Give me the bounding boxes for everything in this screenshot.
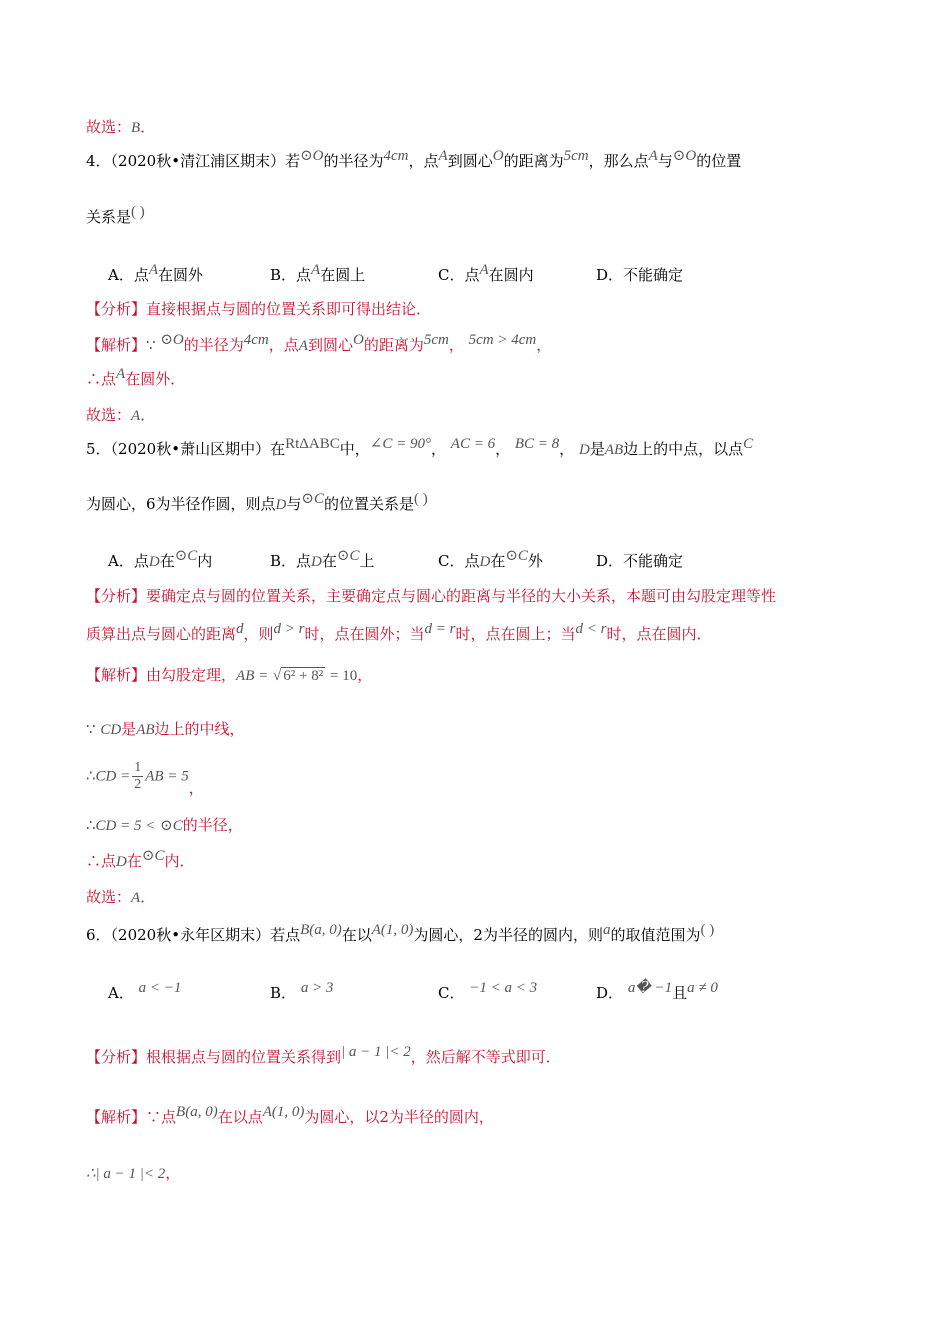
because-symbol: ∵ [146, 338, 156, 354]
text: 与 [657, 152, 673, 170]
text: 边上的中线， [154, 720, 245, 738]
math: RtΔABC [285, 436, 340, 452]
option-label: D．不能确定 [596, 266, 684, 284]
q5-answer-line [86, 886, 155, 909]
q6-option-b [270, 982, 333, 1005]
option-label: B．点 [270, 266, 312, 284]
q6-solution-line2 [86, 1162, 180, 1185]
text: 的距离为 [363, 336, 424, 354]
text: 到圆心 [447, 152, 493, 170]
fraction-denominator: 2 [134, 777, 142, 792]
math: ⊙O [300, 148, 324, 164]
text: 且 [672, 984, 688, 1002]
because-symbol: ∵ [86, 722, 96, 738]
question-source: （2020秋•萧山区期中） [110, 440, 271, 458]
text: 在 [159, 552, 175, 570]
math: ⊙C [505, 548, 528, 564]
q5-option-a [108, 550, 212, 573]
math: A(1, 0) [262, 1104, 305, 1120]
text: ， [430, 440, 446, 458]
text: 根根据点与圆的位置关系得到 [146, 1048, 342, 1066]
math: | a − 1 |< 2 [341, 1044, 411, 1060]
q4-solution [86, 334, 551, 357]
q5-analysis-line2 [86, 623, 711, 646]
text: 的取值范围为 [610, 926, 701, 944]
q5-solution-line5 [86, 850, 194, 873]
fraction-numerator: 1 [134, 760, 142, 775]
option-label: A．点 [108, 552, 149, 570]
option-label: C． [438, 984, 465, 1002]
text: ∴点 [86, 370, 117, 388]
math: a ≠ 0 [687, 980, 718, 996]
text: 由勾股定理， [146, 666, 237, 684]
math: a < −1 [138, 980, 182, 996]
answer-paren: ( ) [131, 204, 145, 220]
text: 时，点在圆上；当 [455, 625, 576, 643]
q4-option-c [438, 264, 534, 287]
math: −1 < a < 3 [469, 980, 538, 996]
text: ∴点 [86, 852, 117, 870]
text: ， [188, 778, 204, 797]
math: 5cm [423, 332, 449, 348]
text: 在 [321, 552, 337, 570]
math: CD = 5 < [95, 818, 156, 834]
q5-solution-line4 [86, 814, 243, 837]
text: ， [495, 440, 511, 458]
text: ∵点 [146, 1108, 177, 1126]
option-text: 在圆内 [488, 266, 534, 284]
text: ，然后解不等式即可． [410, 1048, 561, 1066]
solution-tag: 【解析】 [86, 666, 147, 684]
math: D [479, 554, 491, 570]
text: 在以点 [217, 1108, 263, 1126]
math: D [148, 554, 160, 570]
math: AB [604, 442, 624, 458]
answer-prefix: 故选： [86, 118, 132, 136]
text: ，则 [243, 625, 274, 643]
fraction [132, 760, 143, 793]
math: d > r [273, 621, 305, 637]
q5-option-b [270, 550, 374, 573]
option-label: B． [270, 984, 297, 1002]
text: 内． [164, 852, 195, 870]
solution-tag: 【解析】 [86, 1108, 147, 1126]
text: 若 [285, 152, 301, 170]
math: C [743, 436, 754, 452]
text: 的距离为 [503, 152, 564, 170]
question-source: （2020秋•清江浦区期末） [110, 152, 286, 170]
q5-solution-line2 [86, 718, 245, 741]
therefore-symbol: ∴ [86, 768, 96, 785]
q6-option-d [596, 982, 718, 1005]
math: ∴| a − 1 |< 2 [86, 1166, 166, 1182]
answer-suffix: ． [140, 406, 156, 424]
text: ，点 [408, 152, 439, 170]
q5-solution-line3 [86, 760, 204, 800]
text: 为圆心，2为半径的圆内，则 [413, 926, 603, 944]
q4-stem-line1 [86, 150, 741, 173]
text: 的位置关系是 [323, 495, 414, 513]
answer-suffix: ． [140, 118, 156, 136]
q6-option-c [438, 982, 537, 1005]
option-label: A．点 [108, 266, 149, 284]
text: 的半径为 [323, 152, 384, 170]
option-label: C．点 [438, 266, 480, 284]
option-label: B．点 [270, 552, 312, 570]
math: 5cm [563, 148, 589, 164]
text: ， [559, 440, 575, 458]
math: D [578, 442, 590, 458]
q5-option-d [596, 550, 683, 572]
option-text: 在圆上 [320, 266, 366, 284]
analysis-text: 要确定点与圆的位置关系，主要确定点与圆心的距离与半径的大小关系，本题可由勾股定理等性 [146, 587, 777, 605]
text: ，点 [268, 336, 299, 354]
math: ⊙C [174, 548, 198, 564]
text: 是 [121, 720, 137, 738]
math: 5cm > 4cm [468, 332, 537, 348]
math: = 10 [330, 668, 358, 684]
text: ， [357, 666, 373, 684]
math: d < r [575, 621, 607, 637]
math: AB [136, 722, 155, 738]
sqrt-symbol: √ [273, 668, 282, 684]
math: CD = [95, 768, 131, 785]
text: 若点 [270, 926, 301, 944]
math: A [479, 262, 489, 278]
q4-stem-line2 [86, 206, 145, 229]
option-label: D． [596, 984, 624, 1002]
math: B(a, 0) [300, 922, 342, 938]
math: 4cm [243, 332, 269, 348]
question-number: 5． [86, 440, 111, 458]
text: 是 [589, 440, 605, 458]
text: ， [448, 336, 464, 354]
text: 在 [126, 852, 142, 870]
text: 与 [286, 495, 302, 513]
option-text: 外 [527, 552, 543, 570]
math: ⊙C [160, 818, 183, 834]
math: B(a, 0) [176, 1104, 218, 1120]
math: D [311, 554, 322, 570]
analysis-tag: 【分析】 [86, 300, 147, 318]
analysis-tag: 【分析】 [86, 1048, 147, 1066]
q4-conclusion [86, 368, 185, 391]
text: 质算出点与圆心的距离 [86, 625, 237, 643]
math: BC = 8 [514, 436, 560, 452]
math: A [438, 148, 448, 164]
q4-answer-line [86, 404, 155, 427]
question-source: （2020秋•永年区期末） [110, 926, 271, 944]
question-number: 6． [86, 926, 111, 944]
q3-answer-line [86, 116, 155, 139]
math: A(1, 0) [371, 922, 414, 938]
math: AC = 6 [450, 436, 496, 452]
answer-prefix: 故选： [86, 406, 132, 424]
answer-value: A [131, 890, 141, 906]
math: d = r [424, 621, 456, 637]
math: CD [100, 722, 122, 738]
option-label: A． [108, 984, 134, 1002]
text: 在圆外． [125, 370, 186, 388]
q4-option-b [270, 264, 365, 287]
text: 到圆心 [307, 336, 353, 354]
q5-option-c [438, 550, 543, 573]
text: 边上的中点，以点 [623, 440, 744, 458]
math: ∠C = 90° [369, 436, 431, 452]
math: ⊙C [336, 548, 360, 564]
analysis-tag: 【分析】 [86, 587, 147, 605]
text: ，那么点 [588, 152, 649, 170]
q5-stem-line1 [86, 438, 753, 461]
text: 关系是 [86, 208, 132, 226]
math: AB = 5 [145, 768, 189, 785]
math: A [148, 262, 159, 278]
option-text: 在圆外 [158, 266, 204, 284]
math: A [298, 338, 308, 354]
option-label: D．不能确定 [596, 552, 684, 570]
q5-analysis-line1 [86, 585, 776, 607]
math: ⊙O [672, 148, 697, 164]
text: ， [536, 336, 552, 354]
answer-prefix: 故选： [86, 888, 132, 906]
text: ， [165, 1164, 181, 1182]
math: a� −1 [627, 980, 673, 996]
text: 为圆心，以2为半径的圆内， [304, 1108, 494, 1126]
math: ⊙C [301, 491, 324, 507]
text: 在 [270, 440, 286, 458]
q5-stem-line2 [86, 493, 428, 516]
q4-option-a [108, 264, 203, 287]
text: 时，点在圆外；当 [304, 625, 425, 643]
q5-solution-line1 [86, 664, 372, 687]
math: ⊙O [160, 332, 184, 348]
math: AB = [236, 668, 269, 684]
q6-solution-line1 [86, 1106, 494, 1129]
option-text: 内 [197, 552, 213, 570]
q6-analysis [86, 1046, 561, 1069]
answer-paren: ( ) [414, 491, 428, 507]
option-label: C．点 [438, 552, 480, 570]
math: D [275, 497, 287, 513]
answer-paren: ( ) [700, 922, 715, 938]
therefore-symbol: ∴ [86, 818, 96, 834]
q6-stem [86, 924, 714, 947]
text: 的位置 [696, 152, 742, 170]
math: ⊙C [141, 848, 165, 864]
math: A [116, 366, 126, 382]
q4-option-d [596, 264, 683, 286]
text: 的半径为 [183, 336, 244, 354]
text: 在以 [341, 926, 372, 944]
text: 的半径， [182, 816, 243, 834]
math: A [311, 262, 321, 278]
answer-suffix: ． [140, 888, 156, 906]
analysis-text: 直接根据点与圆的位置关系即可得出结论． [146, 300, 432, 318]
text: 中， [339, 440, 370, 458]
sqrt-body: 6² + 8² [283, 668, 324, 684]
solution-tag: 【解析】 [86, 336, 147, 354]
q4-analysis [86, 298, 431, 320]
math: O [352, 332, 364, 348]
text: 在 [490, 552, 506, 570]
text: 为圆心，6为半径作圆，则点 [86, 495, 276, 513]
math: O [492, 148, 504, 164]
math: a [602, 922, 611, 938]
math: A [648, 148, 658, 164]
text: 时，点在圆内． [606, 625, 712, 643]
answer-value: B [131, 120, 141, 136]
answer-value: A [131, 408, 141, 424]
math: 4cm [383, 148, 409, 164]
q6-option-a [108, 982, 181, 1005]
math: d [236, 621, 244, 637]
math: a > 3 [300, 980, 334, 996]
question-number: 4． [86, 152, 111, 170]
option-text: 上 [359, 552, 375, 570]
math: D [116, 854, 127, 870]
